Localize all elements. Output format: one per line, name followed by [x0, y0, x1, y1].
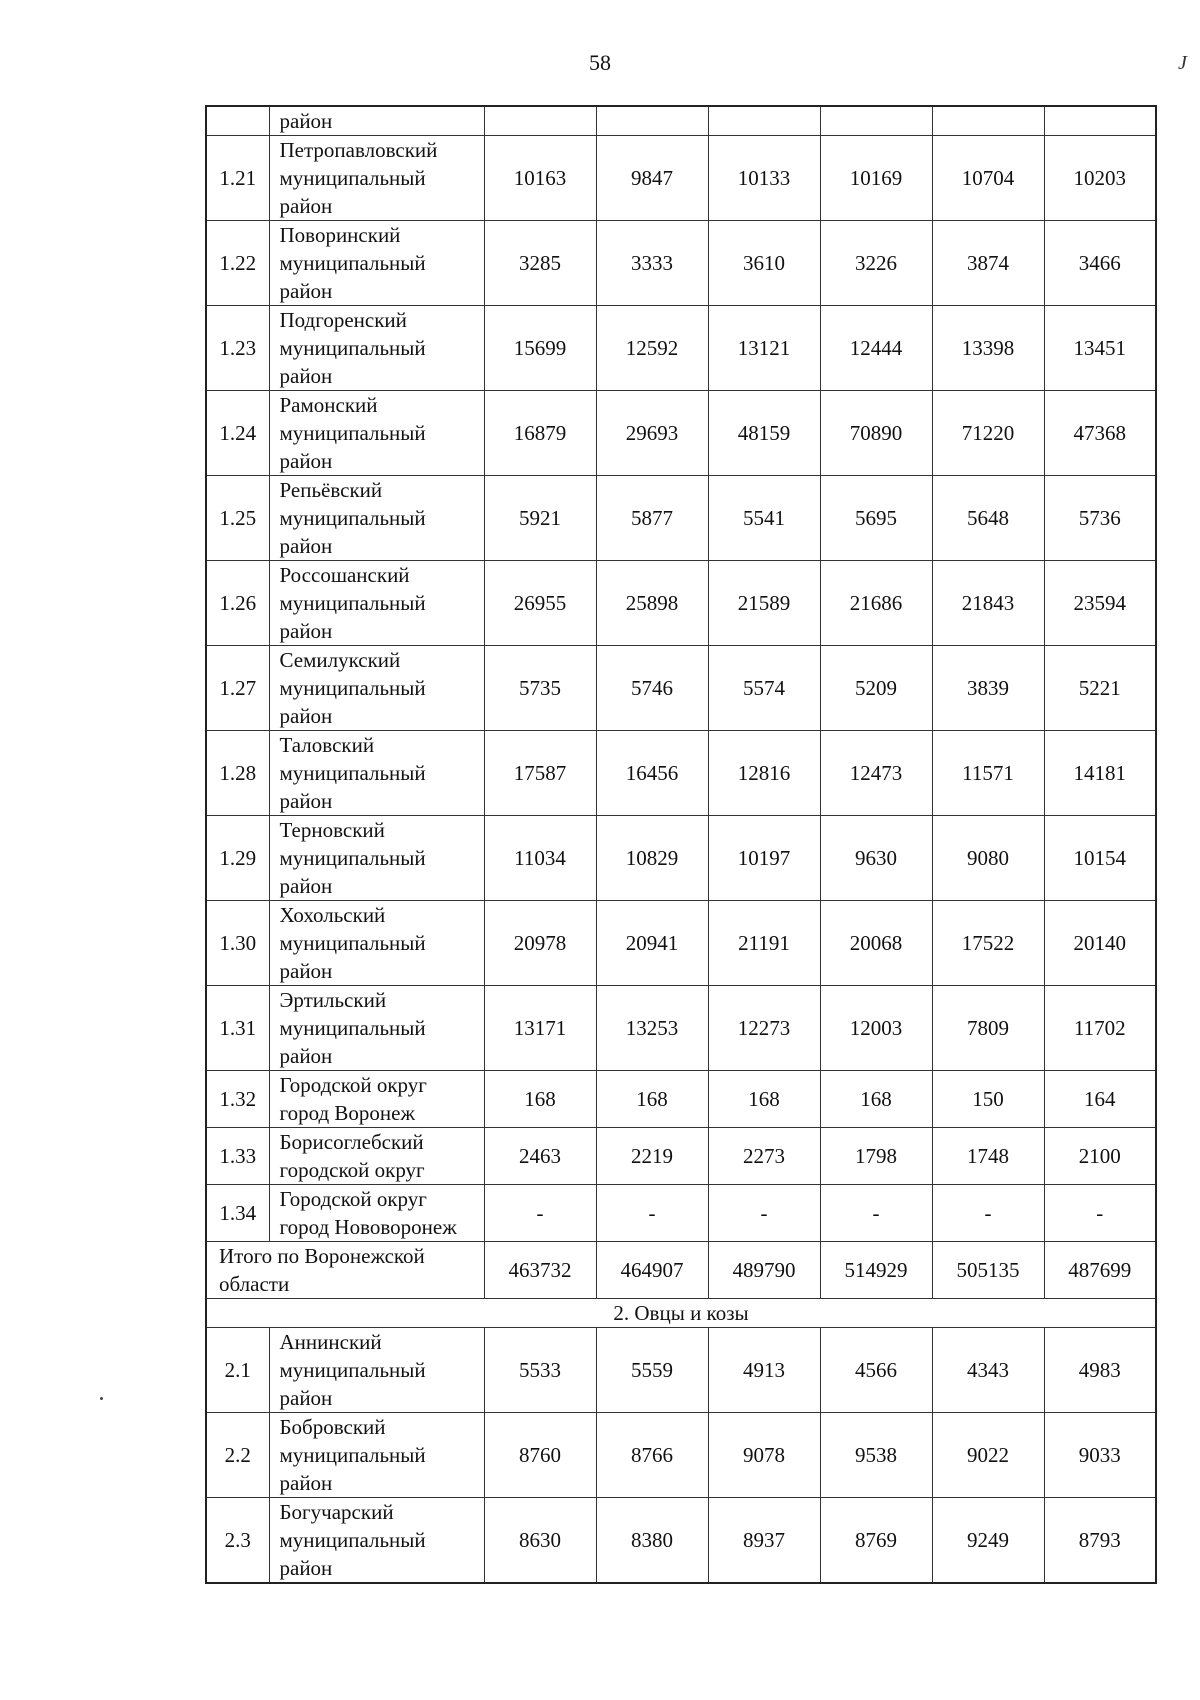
- section-title: 2. Овцы и козы: [206, 1299, 1156, 1328]
- cell-value: 150: [932, 1071, 1044, 1128]
- stray-dot: [100, 1397, 103, 1400]
- cell-index: 1.24: [206, 391, 269, 476]
- cell-index: 1.32: [206, 1071, 269, 1128]
- cell-district-name: Россошанский муниципальный район: [269, 561, 484, 646]
- cell-value: 13121: [708, 306, 820, 391]
- cell-value: 8766: [596, 1413, 708, 1498]
- cell-value: 5746: [596, 646, 708, 731]
- table-body-part1: [206, 106, 1156, 1242]
- cell-value: -: [484, 1185, 596, 1242]
- cell-district-name: Репьёвский муниципальный район: [269, 476, 484, 561]
- cell-value: 3839: [932, 646, 1044, 731]
- cell-district-name: район: [269, 106, 484, 136]
- cell-value: 9078: [708, 1413, 820, 1498]
- cell-value: [596, 106, 708, 136]
- cell-value: 5574: [708, 646, 820, 731]
- cell-index: 1.33: [206, 1128, 269, 1185]
- cell-index: 1.27: [206, 646, 269, 731]
- cell-district-name: Семилукский муниципальный район: [269, 646, 484, 731]
- cell-value: 70890: [820, 391, 932, 476]
- cell-value: 23594: [1044, 561, 1156, 646]
- cell-value: 10163: [484, 136, 596, 221]
- cell-value: 9022: [932, 1413, 1044, 1498]
- cell-value: -: [596, 1185, 708, 1242]
- cell-value: 7809: [932, 986, 1044, 1071]
- cell-index: 1.29: [206, 816, 269, 901]
- cell-index: 2.3: [206, 1498, 269, 1584]
- cell-district-name: Хохольский муниципальный район: [269, 901, 484, 986]
- cell-value: 5735: [484, 646, 596, 731]
- cell-value: 10197: [708, 816, 820, 901]
- cell-value: 3333: [596, 221, 708, 306]
- cell-value: 8760: [484, 1413, 596, 1498]
- cell-value: 12273: [708, 986, 820, 1071]
- cell-value: 25898: [596, 561, 708, 646]
- table-row: [206, 646, 1156, 731]
- cell-value: 29693: [596, 391, 708, 476]
- cell-value: 10829: [596, 816, 708, 901]
- cell-value: 10154: [1044, 816, 1156, 901]
- cell-index: [206, 106, 269, 136]
- cell-value: 2100: [1044, 1128, 1156, 1185]
- table-row: [206, 1498, 1156, 1584]
- cell-value: 47368: [1044, 391, 1156, 476]
- cell-value: [820, 106, 932, 136]
- cell-value: 3466: [1044, 221, 1156, 306]
- cell-value: 4566: [820, 1328, 932, 1413]
- cell-value: [1044, 106, 1156, 136]
- cell-district-name: Городской округ город Нововоронеж: [269, 1185, 484, 1242]
- cell-district-name: Городской округ город Воронеж: [269, 1071, 484, 1128]
- cell-value: -: [1044, 1185, 1156, 1242]
- cell-value: 4913: [708, 1328, 820, 1413]
- cell-index: 1.30: [206, 901, 269, 986]
- total-value: 464907: [596, 1242, 708, 1299]
- cell-value: 1798: [820, 1128, 932, 1185]
- cell-value: 48159: [708, 391, 820, 476]
- cell-value: 5921: [484, 476, 596, 561]
- cell-value: 10169: [820, 136, 932, 221]
- total-label: Итого по Воронежской области: [206, 1242, 484, 1299]
- table-body-part2: [206, 1328, 1156, 1584]
- table-row: [206, 476, 1156, 561]
- table-row: [206, 391, 1156, 476]
- total-value: 487699: [1044, 1242, 1156, 1299]
- total-value: 505135: [932, 1242, 1044, 1299]
- cell-district-name: Рамонский муниципальный район: [269, 391, 484, 476]
- table-row: [206, 136, 1156, 221]
- cell-value: [484, 106, 596, 136]
- cell-value: 5695: [820, 476, 932, 561]
- cell-value: 5533: [484, 1328, 596, 1413]
- cell-value: 9847: [596, 136, 708, 221]
- cell-value: 8937: [708, 1498, 820, 1584]
- cell-index: 1.26: [206, 561, 269, 646]
- cell-value: 5736: [1044, 476, 1156, 561]
- table-row: [206, 1413, 1156, 1498]
- cell-value: 12003: [820, 986, 932, 1071]
- cell-value: 4343: [932, 1328, 1044, 1413]
- cell-value: 71220: [932, 391, 1044, 476]
- cell-index: 1.28: [206, 731, 269, 816]
- cell-value: 17587: [484, 731, 596, 816]
- cell-index: 1.34: [206, 1185, 269, 1242]
- cell-value: 20978: [484, 901, 596, 986]
- cell-district-name: Аннинский муниципальный район: [269, 1328, 484, 1413]
- cell-value: 4983: [1044, 1328, 1156, 1413]
- cell-value: 2273: [708, 1128, 820, 1185]
- cell-value: 26955: [484, 561, 596, 646]
- cell-district-name: Борисоглебский городской округ: [269, 1128, 484, 1185]
- table-row: [206, 1185, 1156, 1242]
- cell-value: 21191: [708, 901, 820, 986]
- cell-value: 8630: [484, 1498, 596, 1584]
- cell-value: 8793: [1044, 1498, 1156, 1584]
- cell-value: [932, 106, 1044, 136]
- cell-value: 5648: [932, 476, 1044, 561]
- cell-value: 3610: [708, 221, 820, 306]
- cell-value: 10203: [1044, 136, 1156, 221]
- cell-value: 1748: [932, 1128, 1044, 1185]
- cell-value: 9630: [820, 816, 932, 901]
- cell-value: 21843: [932, 561, 1044, 646]
- livestock-table-container: [205, 105, 1155, 1584]
- cell-value: 168: [484, 1071, 596, 1128]
- cell-value: 14181: [1044, 731, 1156, 816]
- cell-value: 9249: [932, 1498, 1044, 1584]
- cell-index: 2.2: [206, 1413, 269, 1498]
- cell-district-name: Поворинский муниципальный район: [269, 221, 484, 306]
- table-row: [206, 986, 1156, 1071]
- table-row-section-header: [206, 1299, 1156, 1328]
- cell-value: 5541: [708, 476, 820, 561]
- table-row: [206, 221, 1156, 306]
- table-row-total: [206, 1242, 1156, 1299]
- cell-value: 20068: [820, 901, 932, 986]
- cell-value: 12592: [596, 306, 708, 391]
- cell-value: 10704: [932, 136, 1044, 221]
- table-row: [206, 561, 1156, 646]
- cell-value: 12816: [708, 731, 820, 816]
- cell-index: 2.1: [206, 1328, 269, 1413]
- cell-district-name: Богучарский муниципальный район: [269, 1498, 484, 1584]
- cell-district-name: Подгоренский муниципальный район: [269, 306, 484, 391]
- cell-district-name: Бобровский муниципальный район: [269, 1413, 484, 1498]
- cell-value: 3874: [932, 221, 1044, 306]
- cell-value: 13253: [596, 986, 708, 1071]
- cell-value: 12473: [820, 731, 932, 816]
- cell-value: 11571: [932, 731, 1044, 816]
- cell-value: 168: [820, 1071, 932, 1128]
- cell-value: 8380: [596, 1498, 708, 1584]
- cell-value: 21589: [708, 561, 820, 646]
- cell-index: 1.31: [206, 986, 269, 1071]
- cell-value: 16456: [596, 731, 708, 816]
- cell-value: 168: [708, 1071, 820, 1128]
- table-row-continued: [206, 106, 1156, 136]
- table-body-total: [206, 1242, 1156, 1328]
- cell-value: 5221: [1044, 646, 1156, 731]
- cell-value: 20140: [1044, 901, 1156, 986]
- cell-value: 11702: [1044, 986, 1156, 1071]
- cell-value: 13451: [1044, 306, 1156, 391]
- table-row: [206, 306, 1156, 391]
- cell-value: 13171: [484, 986, 596, 1071]
- cell-value: 11034: [484, 816, 596, 901]
- cell-value: 9080: [932, 816, 1044, 901]
- cell-value: 9033: [1044, 1413, 1156, 1498]
- cell-value: -: [708, 1185, 820, 1242]
- page-number: 58: [589, 50, 611, 75]
- cell-value: 3226: [820, 221, 932, 306]
- cell-district-name: Таловский муниципальный район: [269, 731, 484, 816]
- total-value: 463732: [484, 1242, 596, 1299]
- table-row: [206, 1128, 1156, 1185]
- cell-value: 9538: [820, 1413, 932, 1498]
- table-row: [206, 901, 1156, 986]
- cell-value: 164: [1044, 1071, 1156, 1128]
- cell-value: 13398: [932, 306, 1044, 391]
- cell-value: 3285: [484, 221, 596, 306]
- cell-district-name: Эртильский муниципальный район: [269, 986, 484, 1071]
- cell-index: 1.25: [206, 476, 269, 561]
- livestock-table: [205, 105, 1157, 1584]
- table-row: [206, 1071, 1156, 1128]
- total-value: 514929: [820, 1242, 932, 1299]
- cell-value: 17522: [932, 901, 1044, 986]
- cell-value: 2219: [596, 1128, 708, 1185]
- corner-mark: J: [1178, 52, 1187, 74]
- total-value: 489790: [708, 1242, 820, 1299]
- cell-index: 1.23: [206, 306, 269, 391]
- cell-value: 5877: [596, 476, 708, 561]
- cell-value: 12444: [820, 306, 932, 391]
- cell-value: 21686: [820, 561, 932, 646]
- cell-value: 8769: [820, 1498, 932, 1584]
- cell-value: 5209: [820, 646, 932, 731]
- cell-value: 168: [596, 1071, 708, 1128]
- cell-value: [708, 106, 820, 136]
- cell-value: -: [932, 1185, 1044, 1242]
- cell-index: 1.21: [206, 136, 269, 221]
- cell-value: 2463: [484, 1128, 596, 1185]
- cell-value: 16879: [484, 391, 596, 476]
- cell-value: 10133: [708, 136, 820, 221]
- cell-index: 1.22: [206, 221, 269, 306]
- cell-district-name: Петропавловский муниципальный район: [269, 136, 484, 221]
- table-row: [206, 731, 1156, 816]
- table-row: [206, 816, 1156, 901]
- cell-district-name: Терновский муниципальный район: [269, 816, 484, 901]
- cell-value: 15699: [484, 306, 596, 391]
- cell-value: -: [820, 1185, 932, 1242]
- cell-value: 20941: [596, 901, 708, 986]
- cell-value: 5559: [596, 1328, 708, 1413]
- table-row: [206, 1328, 1156, 1413]
